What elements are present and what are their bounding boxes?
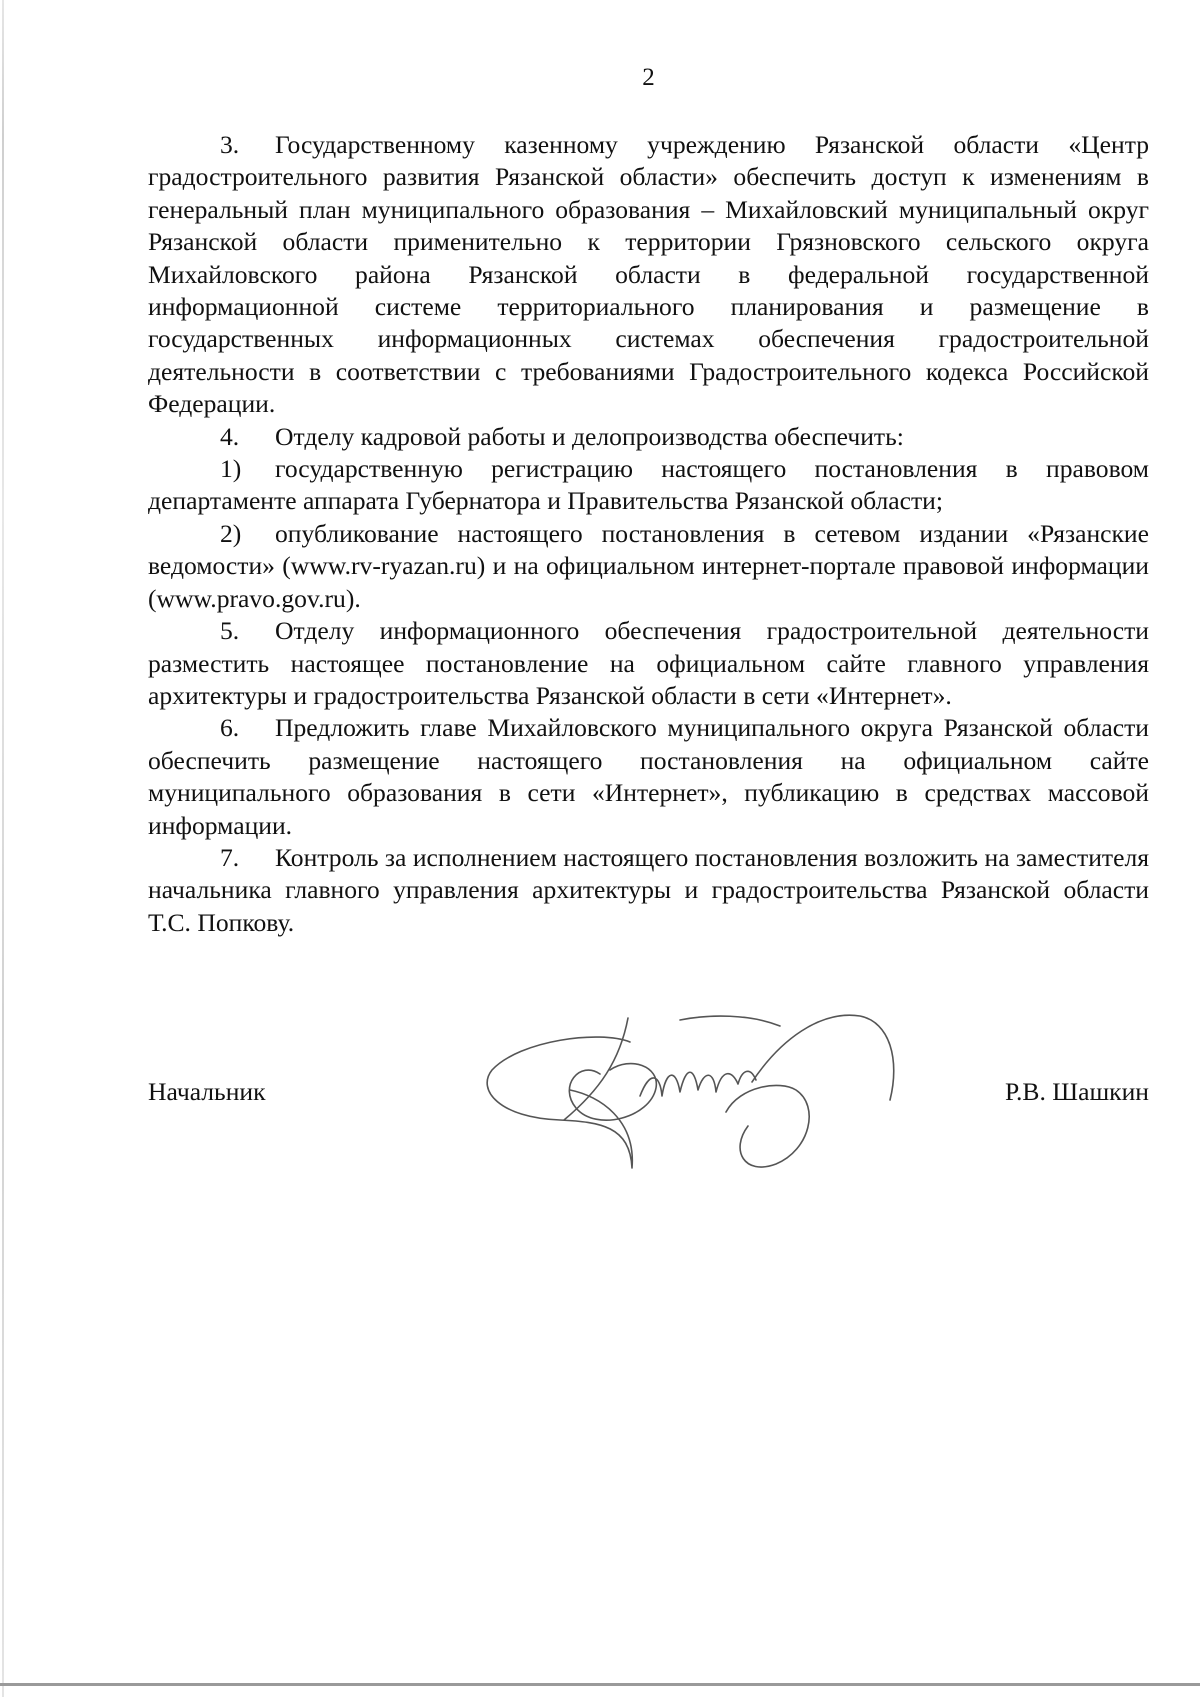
paragraph-subitem-2 (148, 518, 1149, 615)
paragraph-number: 1) (220, 454, 242, 484)
paragraph-text: опубликование настоящего постановления в сетевом издании «Рязанские ведомости» (www.rv-ryazan.ru) и на официальном интернет-портале правовой информации (www.pravo.gov.ru). (148, 518, 1149, 613)
paragraph-number: 3. (220, 130, 240, 159)
paragraph-text: Отделу информационного обеспечения градостроительной деятельности разместить настоящее постановление на официальном сайте главного управления архитектуры и градостроительства Рязанской области в сети «Интернет». (148, 616, 1149, 710)
signatory-name: Р.В. Шашкин (1004, 1077, 1149, 1106)
paragraph-number: 5. (220, 616, 240, 646)
paragraph-item-4 (148, 421, 1149, 453)
paragraph-number: 6. (220, 713, 240, 743)
scan-edge-bottom (0, 1683, 1200, 1686)
paragraph-number: 4. (220, 421, 240, 451)
document-body (148, 129, 1149, 939)
paragraph-number: 7. (220, 842, 240, 872)
scan-edge-left (2, 0, 4, 1697)
paragraph-item-5 (148, 615, 1149, 712)
paragraph-text: государственную регистрацию настоящего постановления в правовом департаменте аппарата Губернатора и Правительства Рязанской области; (148, 454, 1149, 516)
signature-block (148, 1076, 1149, 1116)
page-number: 2 (642, 64, 655, 91)
paragraph-item-3 (148, 129, 1149, 421)
paragraph-text: Отделу кадровой работы и делопроизводства обеспечить: (275, 421, 904, 451)
paragraph-item-7 (148, 842, 1149, 939)
paragraph-text: Государственному казенному учреждению Рязанской области «Центр градостроительного развития Рязанской области» обеспечить доступ к изменениям в генеральный план муниципального образования – Михайловский муниципальный округ Рязанской области применительно к территории Грязновского сельского округа Михайловского района Рязанской области в федеральной государственной информационной системе территориального планирования и размещение в государственных информационных системах обеспечения градостроительной деятельности в соответствии с требованиями Градостроительного кодекса Российской Федерации. (148, 130, 1149, 419)
paragraph-number: 2) (220, 518, 242, 548)
paragraph-subitem-1 (148, 453, 1149, 518)
paragraph-item-6 (148, 712, 1149, 842)
paragraph-text: Контроль за исполнением настоящего постановления возложить на заместителя начальника главного управления архитектуры и градостроительства Рязанской области Т.С. Попкову. (148, 842, 1149, 937)
signatory-position: Начальник (148, 1077, 266, 1106)
paragraph-text: Предложить главе Михайловского муниципального округа Рязанской области обеспечить размещение настоящего постановления на официальном сайте муниципального образования в сети «Интернет», публикацию в средствах массовой информации. (148, 713, 1149, 840)
